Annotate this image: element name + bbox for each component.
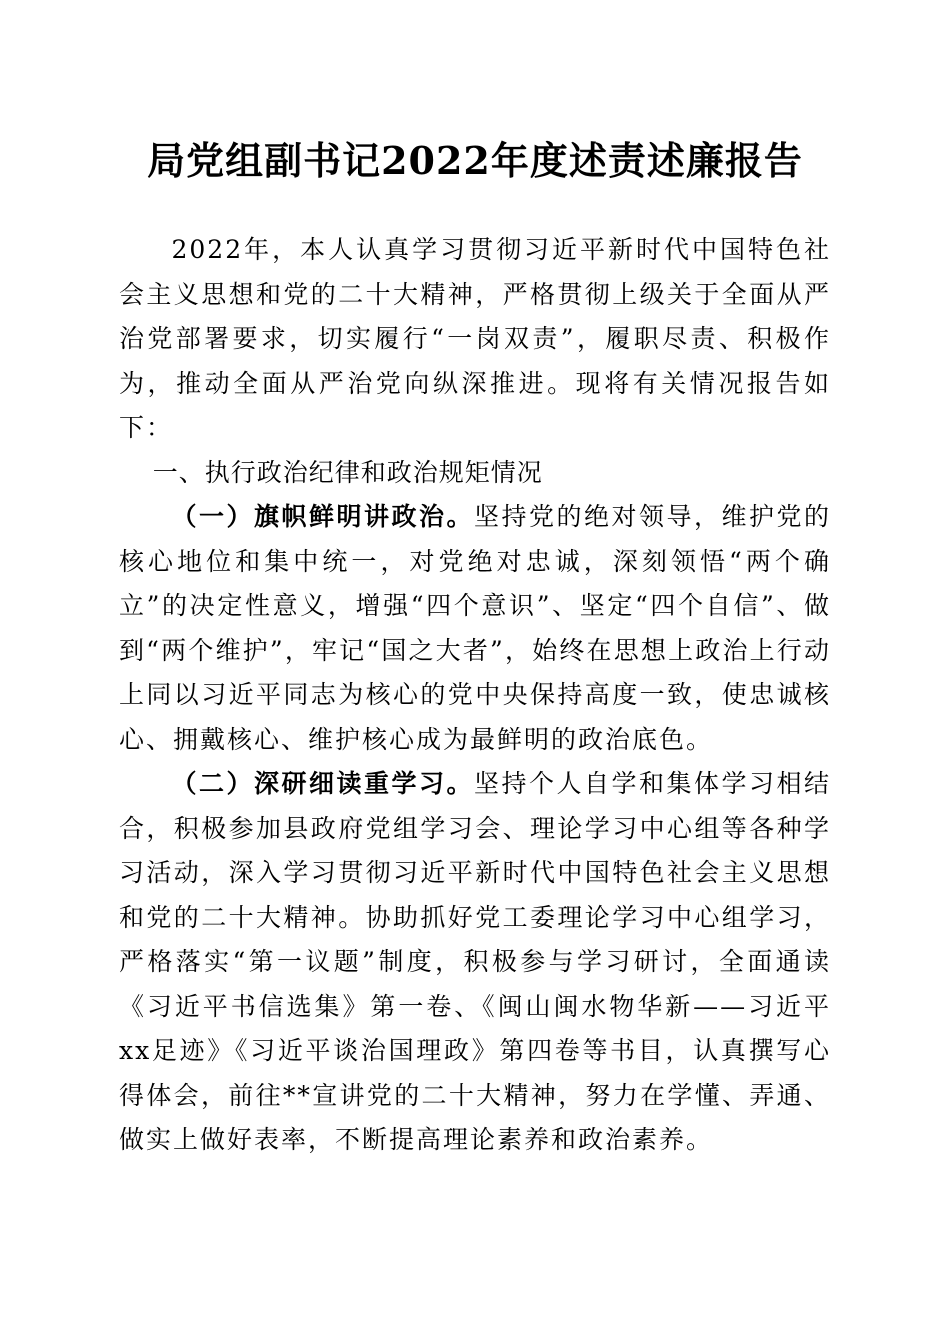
- document-body: [119, 228, 831, 1163]
- paragraph-item-1: [119, 495, 831, 762]
- paragraph-item-1-text: 坚持党的绝对领导，维护党的核心地位和集中统一，对党绝对忠诚，深刻领悟“两个确立”的决定性意义，增强“四个意识”、坚定“四个自信”、做到“两个维护”，牢记“国之大者”，始终在思想上政治上行动上同以习近平同志为核心的党中央保持高度一致，使忠诚核心、拥戴核心、维护核心成为最鲜明的政治底色。: [119, 502, 831, 754]
- paragraph-item-2-text: 坚持个人自学和集体学习相结合，积极参加县政府党组学习会、理论学习中心组等各种学习活动，深入学习贯彻习近平新时代中国特色社会主义思想和党的二十大精神。协助抓好党工委理论学习中心组学习，严格落实“第一议题”制度，积极参与学习研讨，全面通读《习近平书信选集》第一卷、《闽山闽水物华新——习近平xx足迹》《习近平谈治国理政》第四卷等书目，认真撰写心得体会，前往**宣讲党的二十大精神，努力在学懂、弄通、做实上做好表率，不断提高理论素养和政治素养。: [119, 769, 831, 1154]
- section-heading: 一、执行政治纪律和政治规矩情况: [152, 457, 543, 487]
- paragraph-item-2: [119, 762, 831, 1163]
- document-title: 局党组副书记2022年度述责述廉报告: [147, 138, 803, 183]
- paragraph-item-1-lead: （一）旗帜鲜明讲政治。: [171, 502, 474, 531]
- intro-paragraph: 2022年，本人认真学习贯彻习近平新时代中国特色社会主义思想和党的二十大精神，严格贯彻上级关于全面从严治党部署要求，切实履行“一岗双责”，履职尽责、积极作为，推动全面从严治党向纵深推进。现将有关情况报告如下：: [119, 235, 831, 442]
- paragraph-item-2-lead: （二）深研细读重学习。: [171, 769, 474, 798]
